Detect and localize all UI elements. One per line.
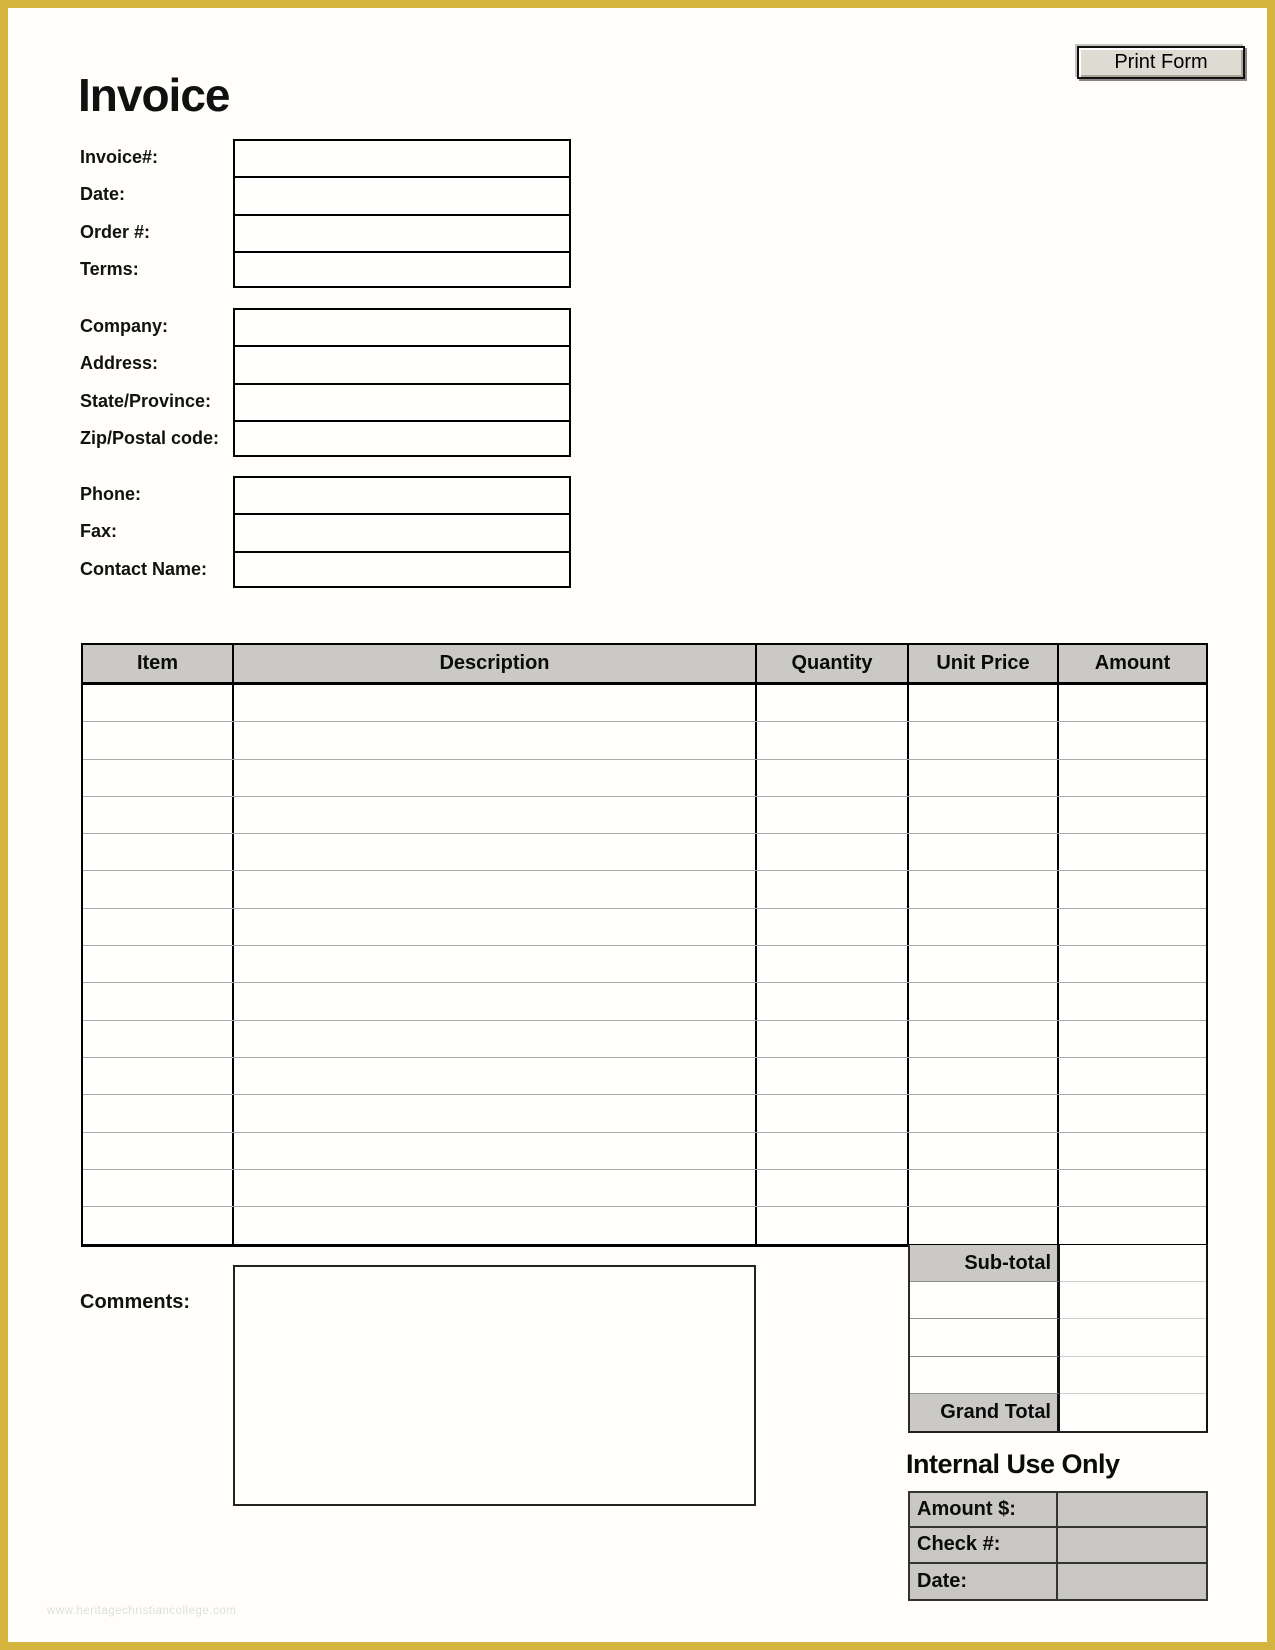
invoice-number-label: Invoice#: bbox=[80, 147, 159, 168]
internal-date-input[interactable] bbox=[1058, 1564, 1206, 1599]
description-cell[interactable] bbox=[234, 1058, 757, 1094]
quantity-cell[interactable] bbox=[757, 909, 909, 945]
quantity-cell[interactable] bbox=[757, 1095, 909, 1131]
subtotal-row bbox=[910, 1245, 1206, 1282]
adjustment-amount-input[interactable] bbox=[1060, 1282, 1206, 1318]
print-form-button[interactable]: Print Form bbox=[1077, 46, 1245, 79]
amount-cell[interactable] bbox=[1059, 1133, 1206, 1169]
item-cell[interactable] bbox=[83, 1207, 234, 1244]
internal-date-label: Date: bbox=[910, 1564, 1058, 1599]
state-province-label: State/Province: bbox=[80, 390, 212, 411]
table-row bbox=[83, 797, 1206, 834]
quantity-cell[interactable] bbox=[757, 797, 909, 833]
internal-row-date bbox=[910, 1564, 1206, 1599]
internal-row-check bbox=[910, 1528, 1206, 1563]
item-cell[interactable] bbox=[83, 834, 234, 870]
contact-info-group bbox=[80, 476, 571, 588]
comments-textarea[interactable] bbox=[233, 1265, 756, 1506]
company-info-group bbox=[80, 308, 571, 457]
quantity-cell[interactable] bbox=[757, 834, 909, 870]
description-cell[interactable] bbox=[234, 946, 757, 982]
phone-input[interactable] bbox=[235, 478, 569, 515]
quantity-cell[interactable] bbox=[757, 722, 909, 758]
internal-amount-label: Amount $: bbox=[910, 1493, 1058, 1526]
quantity-cell[interactable] bbox=[757, 1133, 909, 1169]
unit-price-cell[interactable] bbox=[909, 834, 1059, 870]
description-cell[interactable] bbox=[234, 685, 757, 721]
amount-cell[interactable] bbox=[1059, 797, 1206, 833]
quantity-cell[interactable] bbox=[757, 1058, 909, 1094]
amount-cell[interactable] bbox=[1059, 834, 1206, 870]
column-header-quantity: Quantity bbox=[757, 645, 909, 682]
amount-cell[interactable] bbox=[1059, 909, 1206, 945]
unit-price-cell[interactable] bbox=[909, 946, 1059, 982]
quantity-cell[interactable] bbox=[757, 1207, 909, 1244]
unit-price-cell[interactable] bbox=[909, 1021, 1059, 1057]
internal-use-table bbox=[908, 1491, 1208, 1601]
description-cell[interactable] bbox=[234, 909, 757, 945]
grand-total-label: Grand Total bbox=[910, 1394, 1060, 1431]
subtotal-label: Sub-total bbox=[910, 1245, 1060, 1282]
unit-price-cell[interactable] bbox=[909, 760, 1059, 796]
unit-price-cell[interactable] bbox=[909, 797, 1059, 833]
page-title: Invoice bbox=[78, 69, 230, 121]
terms-label: Terms: bbox=[80, 259, 139, 280]
description-cell[interactable] bbox=[234, 983, 757, 1019]
fax-label: Fax: bbox=[80, 521, 118, 542]
grand-total-amount-input[interactable] bbox=[1060, 1394, 1206, 1431]
order-number-input[interactable] bbox=[235, 216, 569, 253]
invoice-info-group bbox=[80, 139, 571, 288]
unit-price-cell[interactable] bbox=[909, 1058, 1059, 1094]
column-header-description: Description bbox=[234, 645, 757, 682]
internal-row-amount bbox=[910, 1493, 1206, 1528]
table-row bbox=[83, 1021, 1206, 1058]
adjustment-label-cell bbox=[910, 1357, 1060, 1394]
item-cell[interactable] bbox=[83, 909, 234, 945]
description-cell[interactable] bbox=[234, 1170, 757, 1206]
quantity-cell[interactable] bbox=[757, 1021, 909, 1057]
terms-input[interactable] bbox=[235, 253, 569, 286]
item-cell[interactable] bbox=[83, 1170, 234, 1206]
invoice-number-input[interactable] bbox=[235, 141, 569, 178]
item-cell[interactable] bbox=[83, 946, 234, 982]
adjustment-row bbox=[910, 1319, 1206, 1356]
amount-cell[interactable] bbox=[1059, 946, 1206, 982]
column-header-amount: Amount bbox=[1094, 652, 1171, 674]
date-input[interactable] bbox=[235, 178, 569, 215]
table-row bbox=[83, 760, 1206, 797]
table-row bbox=[83, 946, 1206, 983]
quantity-cell[interactable] bbox=[757, 685, 909, 721]
amount-cell[interactable] bbox=[1059, 871, 1206, 907]
internal-amount-input[interactable] bbox=[1058, 1493, 1206, 1526]
amount-cell[interactable] bbox=[1059, 1021, 1206, 1057]
subtotal-amount-input[interactable] bbox=[1060, 1245, 1206, 1281]
address-input[interactable] bbox=[235, 347, 569, 384]
unit-price-cell[interactable] bbox=[909, 1207, 1059, 1244]
column-header-unit-price: Unit Price bbox=[909, 645, 1059, 682]
amount-cell[interactable] bbox=[1059, 1170, 1206, 1206]
table-row bbox=[83, 1207, 1206, 1244]
adjustment-amount-input[interactable] bbox=[1060, 1357, 1206, 1393]
totals-block bbox=[908, 1245, 1208, 1433]
items-table-header bbox=[83, 645, 1206, 685]
zip-postal-input[interactable] bbox=[235, 422, 569, 455]
state-province-input[interactable] bbox=[235, 385, 569, 422]
contact-name-label: Contact Name: bbox=[80, 558, 208, 579]
unit-price-cell[interactable] bbox=[909, 1170, 1059, 1206]
table-row bbox=[83, 983, 1206, 1020]
date-label: Date: bbox=[80, 184, 126, 205]
unit-price-cell[interactable] bbox=[909, 722, 1059, 758]
order-number-label: Order #: bbox=[80, 221, 151, 242]
company-label: Company: bbox=[80, 316, 169, 337]
description-cell[interactable] bbox=[234, 1207, 757, 1244]
description-cell[interactable] bbox=[234, 1095, 757, 1131]
table-row bbox=[83, 871, 1206, 908]
table-row bbox=[83, 834, 1206, 871]
unit-price-cell[interactable] bbox=[909, 1095, 1059, 1131]
adjustment-row bbox=[910, 1282, 1206, 1319]
unit-price-cell[interactable] bbox=[909, 983, 1059, 1019]
item-cell[interactable] bbox=[83, 760, 234, 796]
address-label: Address: bbox=[80, 353, 159, 374]
table-row bbox=[83, 722, 1206, 759]
unit-price-cell[interactable] bbox=[909, 685, 1059, 721]
table-row bbox=[83, 1058, 1206, 1095]
item-cell[interactable] bbox=[83, 1133, 234, 1169]
item-cell[interactable] bbox=[83, 722, 234, 758]
fax-input[interactable] bbox=[235, 515, 569, 552]
table-row bbox=[83, 685, 1206, 722]
table-row bbox=[83, 1095, 1206, 1132]
table-row bbox=[83, 909, 1206, 946]
unit-price-cell[interactable] bbox=[909, 871, 1059, 907]
quantity-cell[interactable] bbox=[757, 983, 909, 1019]
amount-cell[interactable] bbox=[1059, 1095, 1206, 1131]
items-table-body bbox=[83, 685, 1206, 1244]
item-cell[interactable] bbox=[83, 983, 234, 1019]
description-cell[interactable] bbox=[234, 871, 757, 907]
description-cell[interactable] bbox=[234, 760, 757, 796]
grand-total-row bbox=[910, 1394, 1206, 1431]
items-table bbox=[81, 643, 1208, 1247]
amount-cell[interactable] bbox=[1059, 685, 1206, 721]
amount-cell[interactable] bbox=[1059, 1207, 1206, 1244]
item-cell[interactable] bbox=[83, 685, 234, 721]
quantity-cell[interactable] bbox=[757, 1170, 909, 1206]
amount-cell[interactable] bbox=[1059, 722, 1206, 758]
description-cell[interactable] bbox=[234, 1021, 757, 1057]
item-cell[interactable] bbox=[83, 1058, 234, 1094]
company-input[interactable] bbox=[235, 310, 569, 347]
internal-check-input[interactable] bbox=[1058, 1528, 1206, 1561]
item-cell[interactable] bbox=[83, 797, 234, 833]
description-cell[interactable] bbox=[234, 834, 757, 870]
amount-cell[interactable] bbox=[1059, 760, 1206, 796]
zip-postal-label: Zip/Postal code: bbox=[80, 428, 220, 449]
column-header-item: Item bbox=[83, 645, 234, 682]
watermark-text: www.heritagechristiancollege.com bbox=[47, 1605, 237, 1617]
adjustment-label-cell bbox=[910, 1282, 1060, 1319]
quantity-cell[interactable] bbox=[757, 946, 909, 982]
item-cell[interactable] bbox=[83, 1095, 234, 1131]
amount-cell[interactable] bbox=[1059, 983, 1206, 1019]
description-cell[interactable] bbox=[234, 1133, 757, 1169]
adjustment-amount-input[interactable] bbox=[1060, 1319, 1206, 1355]
item-cell[interactable] bbox=[83, 871, 234, 907]
comments-label: Comments: bbox=[80, 1291, 191, 1313]
internal-use-heading: Internal Use Only bbox=[906, 1449, 1120, 1479]
quantity-cell[interactable] bbox=[757, 760, 909, 796]
internal-check-label: Check #: bbox=[910, 1528, 1058, 1561]
unit-price-cell[interactable] bbox=[909, 1133, 1059, 1169]
description-cell[interactable] bbox=[234, 722, 757, 758]
adjustment-label-cell bbox=[910, 1319, 1060, 1356]
unit-price-cell[interactable] bbox=[909, 909, 1059, 945]
table-row bbox=[83, 1170, 1206, 1207]
quantity-cell[interactable] bbox=[757, 871, 909, 907]
item-cell[interactable] bbox=[83, 1021, 234, 1057]
amount-cell[interactable] bbox=[1059, 1058, 1206, 1094]
adjustment-row bbox=[910, 1357, 1206, 1394]
contact-name-input[interactable] bbox=[235, 553, 569, 586]
phone-label: Phone: bbox=[80, 484, 141, 505]
description-cell[interactable] bbox=[234, 797, 757, 833]
table-row bbox=[83, 1133, 1206, 1170]
